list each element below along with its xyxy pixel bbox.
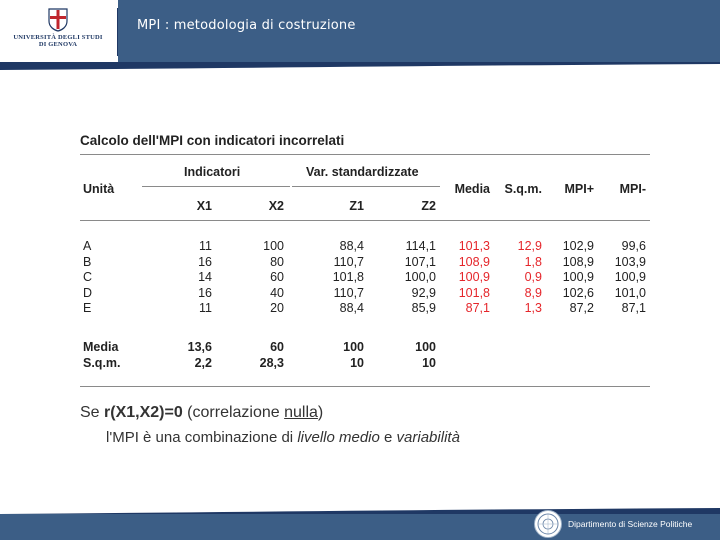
table-cell: 88,4 — [339, 239, 364, 253]
department-name: Dipartimento di Scienze Politiche — [568, 519, 693, 529]
table-cell: 0,9 — [524, 270, 542, 284]
summary-cell: 10 — [350, 356, 364, 370]
table-cell: 110,7 — [333, 254, 364, 269]
table-cell: 110,7 — [333, 285, 364, 300]
table-cell: 40 — [270, 285, 284, 300]
table-cell: 92,9 — [411, 285, 436, 300]
header-swoosh — [0, 62, 720, 70]
summary-cell: 2,2 — [194, 356, 212, 370]
row-unit: E — [83, 301, 92, 315]
table-cell: 100,9 — [614, 270, 646, 284]
university-logo — [0, 0, 116, 66]
table-cell: 12,9 — [517, 239, 542, 253]
table-cell: 100 — [263, 239, 284, 253]
group-header-indicatori: Indicatori — [184, 165, 241, 179]
header-rule — [80, 220, 650, 221]
table-cell: 108,9 — [562, 254, 594, 269]
caption-prefix: Se — [80, 404, 105, 421]
table-cell: 101,0 — [614, 285, 646, 300]
group-rule-indicatori — [142, 186, 290, 187]
table-cell: 108,9 — [458, 254, 490, 269]
column-header: Z2 — [421, 199, 436, 213]
summary-label: Media — [83, 340, 119, 354]
table-cell: 88,4 — [339, 301, 364, 315]
caption2-variabilita: variabilità — [396, 429, 460, 446]
crest-icon — [48, 8, 68, 32]
table-cell: 60 — [270, 270, 284, 284]
summary-cell: 100 — [343, 340, 364, 354]
slide-header — [0, 0, 720, 66]
table-cell: 87,1 — [465, 301, 490, 315]
table-cell: 103,9 — [614, 254, 646, 269]
table-cell: 1,8 — [524, 254, 542, 269]
caption-mid: (correlazione — [182, 404, 285, 421]
row-unit: D — [83, 285, 93, 300]
table-cell: 100,0 — [404, 270, 436, 284]
caption-line-2 — [106, 429, 460, 446]
table-cell: 107,1 — [404, 254, 436, 269]
table-cell: 102,9 — [562, 239, 594, 253]
caption-suffix: ) — [317, 404, 324, 421]
column-header: Media — [454, 182, 490, 196]
table-cell: 16 — [198, 285, 212, 300]
row-unit: B — [83, 254, 92, 269]
table-cell: 100,9 — [458, 270, 490, 284]
column-header: MPI+ — [564, 182, 594, 196]
table-cell: 101,8 — [332, 270, 364, 284]
top-rule — [80, 154, 650, 155]
slide-title: MPI : metodologia di costruzione — [137, 18, 356, 33]
column-header: Z1 — [349, 199, 364, 213]
summary-cell: 60 — [270, 340, 284, 354]
summary-cell: 28,3 — [259, 356, 284, 370]
table-cell: 100,9 — [562, 270, 594, 284]
table-cell: 14 — [198, 270, 212, 284]
summary-cell: 10 — [422, 356, 436, 370]
table-cell: 87,1 — [621, 301, 646, 315]
correlation-formula: r(X1,X2)=0 — [104, 404, 183, 421]
summary-cell: 13,6 — [187, 340, 212, 354]
table-cell: 11 — [199, 301, 212, 315]
group-rule-var-std — [292, 186, 440, 187]
caption2-livello-medio: livello medio — [297, 429, 380, 446]
table-cell: 101,8 — [458, 285, 490, 300]
column-header: X1 — [196, 199, 212, 213]
group-header-var-std: Var. standardizzate — [306, 165, 419, 179]
table-cell: 85,9 — [411, 301, 436, 315]
caption-null: nulla — [284, 404, 318, 421]
row-unit: A — [83, 239, 92, 253]
column-header: MPI- — [619, 182, 646, 196]
caption-line-1 — [80, 404, 323, 422]
row-unit: C — [83, 270, 93, 284]
column-header: X2 — [268, 199, 284, 213]
unit-header: Unità — [83, 182, 115, 196]
table-title: Calcolo dell'MPI con indicatori incorrelati — [80, 133, 345, 148]
department-seal-icon — [534, 510, 562, 538]
table-cell: 11 — [199, 239, 212, 253]
table-cell: 99,6 — [621, 239, 646, 253]
table-cell: 8,9 — [524, 285, 542, 300]
table-cell: 102,6 — [562, 285, 594, 300]
table-cell: 80 — [270, 254, 284, 269]
table-cell: 101,3 — [458, 239, 490, 253]
table-cell: 114,1 — [405, 239, 436, 253]
table-cell: 20 — [270, 301, 284, 315]
university-name: UNIVERSITÀ DEGLI STUDI DI GENOVA — [13, 34, 103, 48]
table-cell: 16 — [198, 254, 212, 269]
bottom-rule — [80, 386, 650, 387]
column-header: S.q.m. — [504, 182, 542, 196]
table-cell: 87,2 — [569, 301, 594, 315]
caption2-prefix: l'MPI è una combinazione di — [106, 429, 298, 446]
table-cell: 1,3 — [524, 301, 542, 315]
caption2-mid: e — [379, 429, 397, 446]
summary-label: S.q.m. — [83, 356, 121, 370]
summary-cell: 100 — [415, 340, 436, 354]
